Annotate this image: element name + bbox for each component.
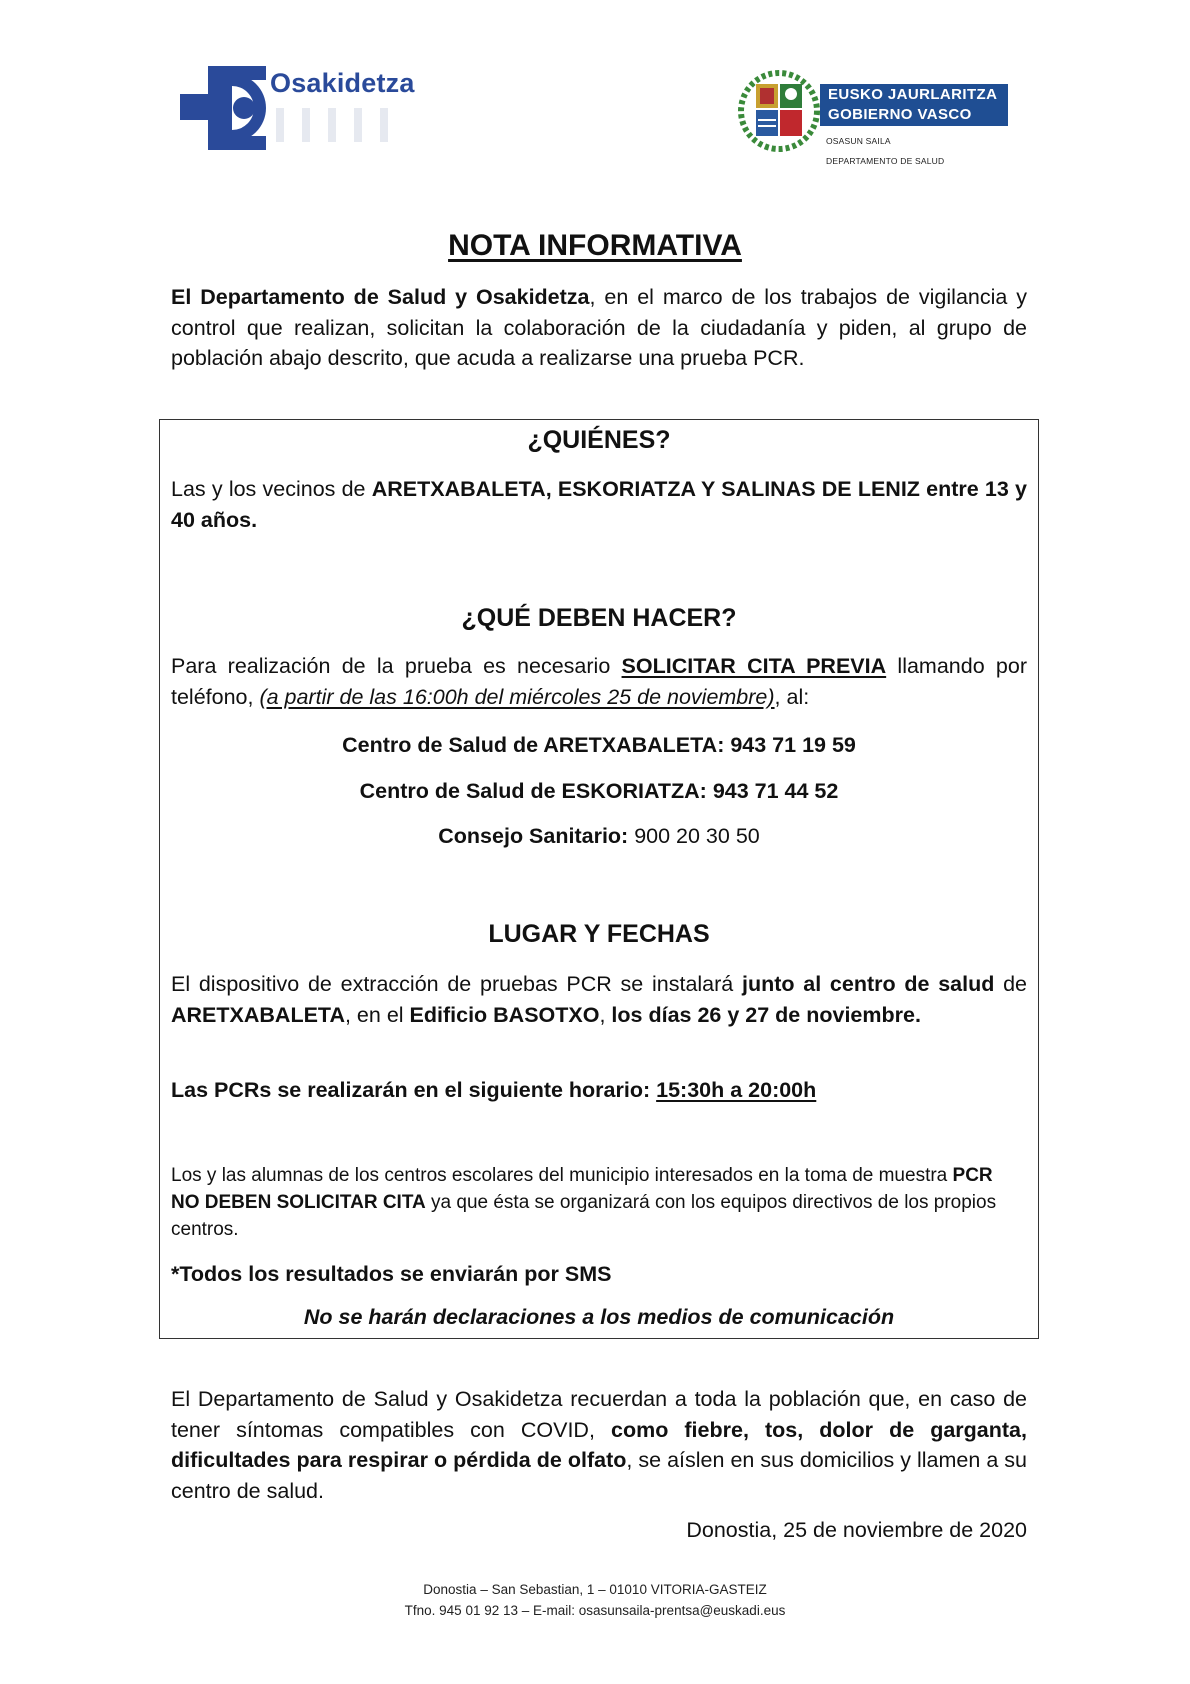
lugar-a: El dispositivo de extracción de pruebas PCR se instalará [171, 972, 742, 996]
quienes-plain: Las y los vecinos de [171, 477, 372, 501]
no-declaraciones [159, 1305, 1039, 1330]
quienes-bold: ARETXABALETA, ESKORIATZA Y SALINAS DE LENIZ entre 13 y 40 años. [171, 477, 1027, 532]
alumnos-a: Los y las alumnas de los centros escolares del municipio interesados en la toma de muestra [171, 1165, 953, 1186]
gv-dept-line-2: DEPARTAMENTO DE SALUD [826, 156, 945, 166]
gobierno-vasco-logo [738, 70, 1018, 180]
phone-eskoriatza-text: Centro de Salud de ESKORIATZA: 943 71 44 52 [359, 779, 839, 803]
page-title-text: NOTA INFORMATIVA [448, 229, 742, 262]
footer-contact: Tfno. 945 01 92 13 – E-mail: osasunsaila-prentsa@euskadi.eus [404, 1603, 786, 1618]
closing-paragraph [171, 1384, 1027, 1506]
alumnos-c: ya que ésta se organizará con los equipos directivos de los propios centros. [171, 1192, 997, 1240]
osakidetza-logo [180, 66, 420, 156]
intro-paragraph [171, 282, 1027, 374]
phone-aretxabaleta-text: Centro de Salud de ARETXABALETA: 943 71 19 59 [342, 733, 856, 757]
osakidetza-name: Osakidetza [270, 68, 415, 98]
closing-c: , se aíslen en sus domicilios y llamen a su centro de salud. [171, 1448, 1027, 1503]
sms-note [171, 1259, 1027, 1290]
horario-value: 15:30h a 20:00h [656, 1078, 817, 1102]
solicitar-cita-previa: SOLICITAR CITA PREVIA [621, 654, 887, 678]
phone-eskoriatza [159, 779, 1039, 804]
lugar-g: , [599, 1002, 612, 1027]
sms-note-text: *Todos los resultados se enviarán por SMS [171, 1262, 612, 1286]
footer-address: Donostia – San Sebastian, 1 – 01010 VITORIA-GASTEIZ [423, 1582, 767, 1597]
basque-coat-of-arms-icon [738, 70, 820, 152]
lugar-paragraph [171, 969, 1027, 1030]
alumnos-b: PCR NO DEBEN SOLICITAR CITA [171, 1165, 993, 1213]
horario-line [171, 1075, 1027, 1106]
alumnos-paragraph [171, 1162, 1011, 1243]
intro-rest: , en el marco de los trabajos de vigilancia y control que realizan, solicitan la colaboración de la ciudadanía y piden, al grupo de población abajo descrito, que acuda a realizarse una prueba PCR. [171, 285, 1027, 370]
que-text [171, 651, 1027, 712]
lugar-e: , en el [344, 1002, 410, 1027]
que-time-note: (a partir de las 16:00h del miércoles 25 de noviembre) [259, 684, 775, 709]
osakidetza-decor-icon [272, 106, 412, 144]
closing-a: El Departamento de Salud y Osakidetza recuerdan a toda la población que, en caso de tener síntomas compatibles con COVID, [171, 1387, 1027, 1442]
intro-bold: El Departamento de Salud y Osakidetza [171, 285, 590, 309]
quienes-heading: ¿QUIÉNES? [527, 426, 671, 454]
que-text-1: Para realización de la prueba es necesario [171, 654, 622, 678]
gv-name-band [820, 84, 1008, 126]
date-line: Donostia, 25 de noviembre de 2020 [686, 1518, 1027, 1542]
page-title [0, 229, 1190, 263]
lugar-h: los días 26 y 27 de noviembre. [611, 1002, 921, 1027]
lugar-b: junto al centro de salud [742, 972, 995, 996]
closing-b: como fiebre, tos, dolor de garganta, dificultades para respirar o pérdida de olfato [171, 1417, 1027, 1472]
que-heading: ¿QUÉ DEBEN HACER? [461, 604, 737, 632]
lugar-d: ARETXABALETA [171, 1002, 345, 1027]
phone-aretxabaleta [159, 733, 1039, 758]
que-text-2: llamando por teléfono, [171, 654, 1028, 709]
que-text-3: , al: [774, 684, 810, 709]
phone-consejo-sanitario [159, 824, 1039, 849]
no-declaraciones-text: No se harán declaraciones a los medios de comunicación [303, 1305, 895, 1329]
horario-label: Las PCRs se realizarán en el siguiente horario: [171, 1078, 657, 1102]
lugar-f: Edificio BASOTXO [409, 1002, 600, 1027]
gv-line-2: GOBIERNO VASCO [828, 106, 972, 123]
gv-line-1: EUSKO JAURLARITZA [828, 86, 998, 103]
gv-dept-line-1: OSASUN SAILA [826, 136, 891, 146]
quienes-text [171, 474, 1027, 535]
consejo-number: 900 20 30 50 [628, 824, 760, 848]
lugar-c: de [994, 972, 1028, 996]
consejo-label: Consejo Sanitario: [438, 824, 629, 848]
lugar-heading: LUGAR Y FECHAS [488, 920, 710, 948]
osakidetza-emblem-icon [180, 66, 266, 150]
